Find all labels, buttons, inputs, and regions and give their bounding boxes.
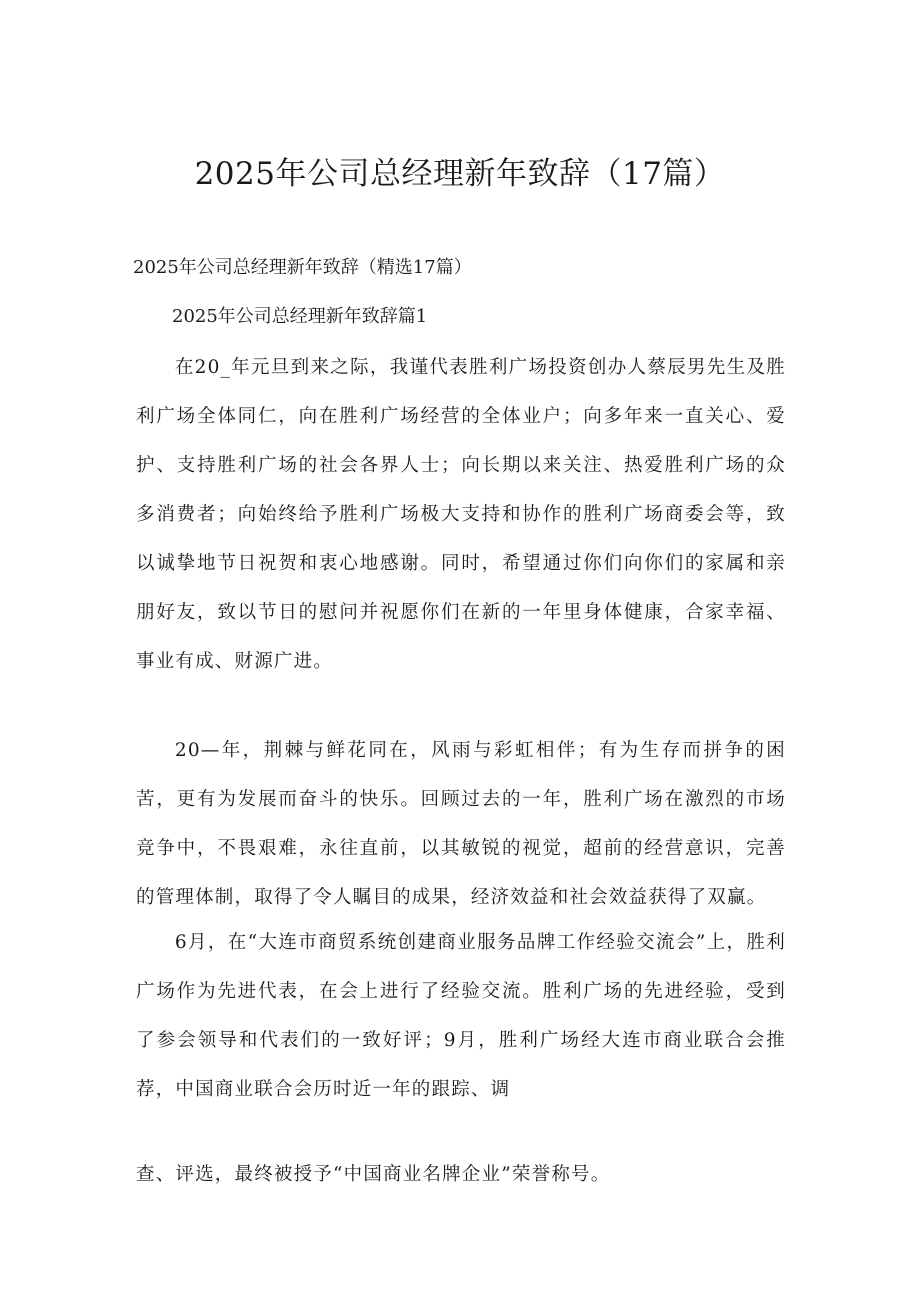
paragraph-1: 在20_年元旦到来之际，我谨代表胜利广场投资创办人蔡辰男先生及胜利广场全体同仁，向在胜利广场经营的全体业户；向多年来一直关心、爱护、支持胜利广场的社会各界人士；向长期以来关注、热爱胜利广场的众多消费者；向始终给予胜利广场极大支持和协作的胜利广场商委会等，致以诚挚地节日祝贺和衷心地感谢。同时，希望通过你们向你们的家属和亲朋好友，致以节日的慰问并祝愿你们在新的一年里身体健康，合家幸福、事业有成、财源广进。 bbox=[136, 357, 786, 672]
document-title: 2025年公司总经理新年致辞（17篇） bbox=[194, 156, 726, 192]
section-heading: 2025年公司总经理新年致辞篇1 bbox=[172, 306, 428, 327]
paragraph-2: 20—年，荆棘与鲜花同在，风雨与彩虹相伴；有为生存而拼争的困苦，更有为发展而奋斗的快乐。回顾过去的一年，胜利广场在激烈的市场竞争中，不畏艰难，永往直前，以其敏锐的视觉，超前的经营意识，完善的管理体制，取得了令人瞩目的成果，经济效益和社会效益获得了双赢。 bbox=[136, 740, 786, 908]
paragraph-3: 6月，在“大连市商贸系统创建商业服务品牌工作经验交流会”上，胜利广场作为先进代表，在会上进行了经验交流。胜利广场的先进经验，受到了参会领导和代表们的一致好评；9月，胜利广场经大连市商业联合会推荐，中国商业联合会历时近一年的跟踪、调 bbox=[136, 932, 786, 1100]
document-subtitle: 2025年公司总经理新年致辞（精选17篇） bbox=[133, 257, 472, 278]
paragraph-4: 查、评选，最终被授予“中国商业名牌企业”荣誉称号。 bbox=[136, 1164, 611, 1185]
